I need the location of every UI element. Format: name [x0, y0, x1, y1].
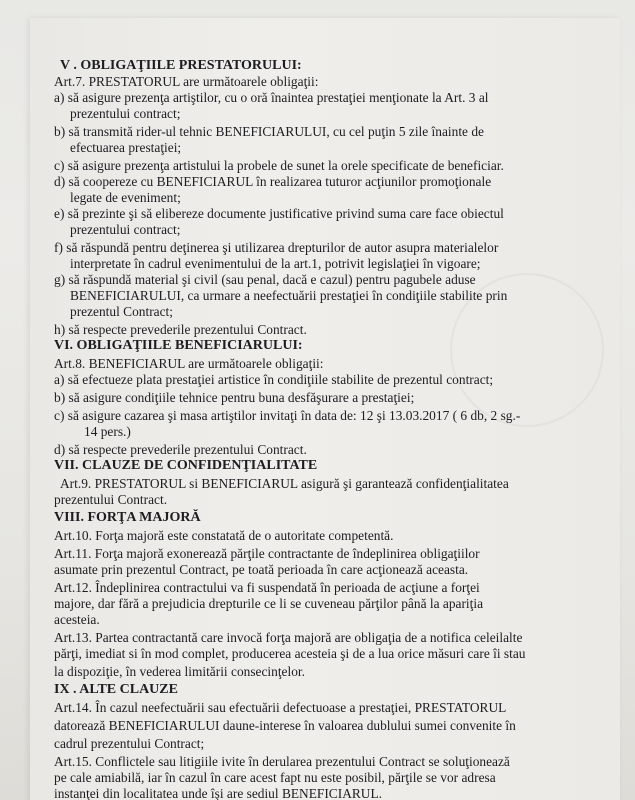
contract-text-line: Art.13. Partea contractantă care invocă forţa majoră are obligaţia de a notifica celeilalte: [54, 630, 523, 645]
contract-text-line: d) să coopereze cu BENEFICIARUL în realizarea tuturor acţiunilor promoţionale: [54, 174, 492, 189]
contract-text-line: legate de eveniment;: [70, 190, 181, 205]
contract-text-line: instanţei din localitatea unde îşi are sediul BENEFICIARUL.: [54, 786, 382, 800]
section-heading: VIII. FORŢA MAJORĂ: [54, 510, 201, 525]
section-heading: IX . ALTE CLAUZE: [54, 682, 178, 697]
contract-text-line: Art.14. În cazul neefectuării sau efectuării defectuoase a prestaţiei, PRESTATORUL: [54, 700, 507, 715]
contract-text-line: prezentului contract;: [70, 106, 181, 121]
contract-text-line: a) să asigure prezenţa artiştilor, cu o oră înaintea prestaţiei menţionate la Art. 3 al: [54, 90, 489, 105]
contract-text-line: Art.11. Forţa majoră exonerează părţile contractante de îndeplinirea obligaţiilor: [54, 546, 480, 561]
contract-text-line: pe cale amiabilă, iar în cazul în care acest fapt nu este posibil, părţile se vor adresa: [54, 770, 496, 785]
contract-text-line: cadrul prezentului Contract;: [54, 736, 205, 751]
contract-text-line: interpretate în cadrul evenimentului de la art.1, potrivit legislaţiei în vigoare;: [70, 256, 481, 271]
section-heading: V . OBLIGAŢIILE PRESTATORULUI:: [60, 58, 302, 73]
contract-text-line: b) să asigure condiţiile tehnice pentru buna desfăşurare a prestaţiei;: [54, 390, 415, 405]
section-heading: VI. OBLIGAŢIILE BENEFICIARULUI:: [54, 338, 303, 353]
contract-text-line: e) să prezinte şi să elibereze documente justificative privind suma care face obiectul: [54, 206, 504, 221]
contract-text-line: Art.7. PRESTATORUL are următoarele obligaţii:: [54, 74, 319, 89]
contract-text-line: Art.8. BENEFICIARUL are următoarele obligaţii:: [54, 356, 324, 371]
contract-text-line: Art.9. PRESTATORUL si BENEFICIARUL asigură şi garantează confidenţialitatea: [60, 476, 509, 491]
contract-text-line: 14 pers.): [84, 424, 131, 439]
section-heading: VII. CLAUZE DE CONFIDENŢIALITATE: [54, 458, 318, 473]
contract-text-line: prezentul Contract;: [70, 304, 173, 319]
contract-text-line: majore, dar fără a prejudicia drepturile ce li se cuveneau părţilor până la apariţia: [54, 596, 484, 611]
contract-text-line: părţi, imediat si în mod complet, producerea acesteia şi de a lua orice măsuri care îi stau: [54, 646, 526, 661]
contract-text-line: datorează BENEFICIARULUI daune-interese în valoarea dublului sumei convenite în: [54, 718, 516, 733]
contract-text-line: prezentului contract;: [70, 222, 181, 237]
contract-text-line: Art.12. Îndeplinirea contractului va fi suspendată în perioada de acţiune a forţei: [54, 580, 480, 595]
contract-text-line: Art.10. Forţa majoră este constatată de o autoritate competentă.: [54, 528, 394, 543]
contract-text-line: b) să transmită rider-ul tehnic BENEFICIARULUI, cu cel puţin 5 zile înainte de: [54, 124, 484, 139]
contract-text-line: efectuarea prestaţiei;: [70, 140, 182, 155]
contract-text-line: c) să asigure prezenţa artistului la probele de sunet la orele specificate de beneficiar.: [54, 158, 504, 173]
contract-text-line: g) să răspundă material şi civil (sau penal, dacă e cazul) pentru pagubele aduse: [54, 272, 476, 287]
contract-text-line: d) să respecte prevederile prezentului Contract.: [54, 442, 307, 457]
contract-text-line: asumate prin prezentul Contract, pe toată perioada în care acţionează aceasta.: [54, 562, 469, 577]
contract-text-line: f) să răspundă pentru deţinerea şi utilizarea drepturilor de autor asupra materialelor: [54, 240, 499, 255]
contract-text-line: la dispoziţie, în vederea limitării consecinţelor.: [54, 664, 305, 679]
contract-text-line: a) să efectueze plata prestaţiei artistice în condiţiile stabilite de prezentul contract;: [54, 372, 494, 387]
contract-text-line: Art.15. Conflictele sau litigiile ivite în derularea prezentului Contract se soluţionează: [54, 754, 510, 769]
contract-text-line: prezentului Contract.: [54, 492, 168, 507]
contract-text-line: acesteia.: [54, 612, 100, 627]
contract-text-line: h) să respecte prevederile prezentului Contract.: [54, 322, 307, 337]
contract-text-line: c) să asigure cazarea şi masa artiştilor invitaţi în data de: 12 şi 13.03.2017 ( 6 db, 2 sg.-: [54, 408, 521, 423]
contract-text-line: BENEFICIARULUI, ca urmare a neefectuării prestaţiei în condiţiile stabilite prin: [70, 288, 508, 303]
